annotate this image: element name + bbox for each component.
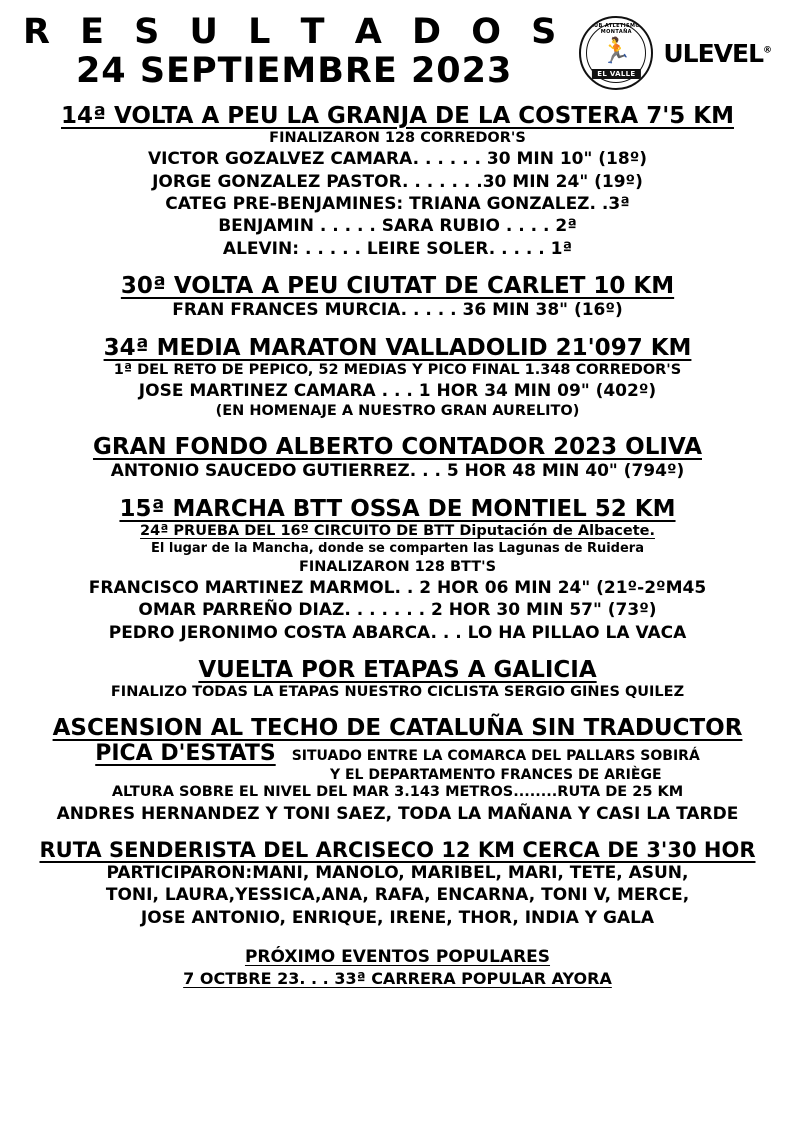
section-line: ALEVIN: . . . . . LEIRE SOLER. . . . . 1ª — [222, 238, 573, 259]
section-subtitle-right-1: SITUADO ENTRE LA COMARCA DEL PALLARS SOBIRÁ — [291, 748, 700, 765]
section-line: PARTICIPARON:MANI, MANOLO, MARIBEL, MARI, TETE, ASUN, — [106, 863, 689, 884]
section-line: JOSE MARTINEZ CAMARA . . . 1 HOR 34 MIN 09" (402º) — [138, 380, 657, 401]
section-line: ALTURA SOBRE EL NIVEL DEL MAR 3.143 METROS........RUTA DE 25 KM — [111, 784, 684, 801]
section-title: GRAN FONDO ALBERTO CONTADOR 2023 OLIVA — [92, 434, 702, 461]
poster-header — [18, 14, 777, 90]
section-title: RUTA SENDERISTA DEL ARCISECO 12 KM CERCA DE 3'30 HOR — [39, 838, 756, 863]
section-ruta-senderista-arciseco — [18, 838, 777, 929]
section-line: JORGE GONZALEZ PASTOR. . . . . . .30 MIN 24" (19º) — [152, 171, 643, 192]
section-line: FRAN FRANCES MURCIA. . . . . 36 MIN 38" (16º) — [172, 300, 623, 321]
brand-logo-text: ULEVEL — [663, 38, 764, 68]
section-title: 14ª VOLTA A PEU LA GRANJA DE LA COSTERA 7'5 KM — [61, 103, 734, 129]
section-media-maraton-valladolid — [18, 335, 777, 422]
section-line: ANDRES HERNANDEZ Y TONI SAEZ, TODA LA MAÑANA Y CASI LA TARDE — [56, 803, 739, 824]
subtitle-row — [18, 741, 777, 783]
section-volta-carlet — [18, 273, 777, 321]
section-line: FINALIZO TODAS LA ETAPAS NUESTRO CICLISTA SERGIO GINES QUILEZ — [110, 684, 685, 701]
section-vuelta-galicia — [18, 657, 777, 702]
club-banner: EL VALLE — [592, 69, 640, 79]
section-title: 34ª MEDIA MARATON VALLADOLID 21'097 KM — [103, 334, 692, 361]
club-logo — [579, 16, 653, 90]
section-line: 24ª PRUEBA DEL 16º CIRCUITO DE BTT Diputación de Albacete. — [140, 522, 655, 539]
section-line: 1ª DEL RETO DE PEPICO, 52 MEDIAS Y PICO FINAL 1.348 CORREDOR'S — [113, 361, 682, 378]
section-subtitle-right-2: Y EL DEPARTAMENTO FRANCES DE ARIÈGE — [329, 767, 662, 784]
section-line: ANTONIO SAUCEDO GUTIERREZ. . . 5 HOR 48 MIN 40" (794º) — [110, 461, 685, 482]
brand-logo — [663, 39, 772, 68]
section-subtitle: PICA D'ESTATS — [95, 741, 276, 767]
section-line: FINALIZARON 128 BTT'S — [298, 558, 497, 575]
section-line: FINALIZARON 128 CORREDOR'S — [269, 130, 526, 146]
footer — [18, 947, 777, 988]
section-line: OMAR PARREÑO DIAZ. . . . . . . 2 HOR 30 MIN 57" (73º) — [138, 600, 657, 621]
section-line: TONI, LAURA,YESSICA,ANA, RAFA, ENCARNA, TONI V, MERCE, — [105, 885, 690, 906]
section-line: El lugar de la Mancha, donde se comparten las Lagunas de Ruidera — [151, 541, 644, 556]
footer-event: 7 OCTBRE 23. . . 33ª CARRERA POPULAR AYORA — [183, 969, 612, 989]
page-date: 24 SEPTIEMBRE 2023 — [75, 51, 513, 91]
section-line: BENJAMIN . . . . . SARA RUBIO . . . . 2ª — [218, 216, 577, 237]
section-pica-destats — [18, 715, 777, 825]
section-line: CATEG PRE-BENJAMINES: TRIANA GONZALEZ. .3ª — [165, 194, 630, 214]
footer-heading: PRÓXIMO EVENTOS POPULARES — [244, 947, 551, 968]
section-title: 30ª VOLTA A PEU CIUTAT DE CARLET 10 KM — [120, 273, 675, 300]
section-line: PEDRO JERONIMO COSTA ABARCA. . . LO HA PILLAO LA VACA — [108, 622, 687, 643]
header-titles — [23, 14, 565, 90]
section-gran-fondo-contador — [18, 434, 777, 482]
section-title: ASCENSION AL TECHO DE CATALUÑA SIN TRADUCTOR — [52, 715, 743, 742]
section-volta-la-granja — [18, 103, 777, 260]
club-ring-text: CLUB ATLETISMO Y MONTAÑA — [586, 23, 647, 35]
brand-trademark: ® — [763, 45, 773, 56]
section-title: VUELTA POR ETAPAS A GALICIA — [198, 657, 597, 684]
page-title: R E S U L T A D O S — [22, 12, 566, 53]
section-line: (EN HOMENAJE A NUESTRO GRAN AURELITO) — [215, 403, 580, 420]
section-line: VICTOR GOZALVEZ CAMARA. . . . . . 30 MIN 10" (18º) — [147, 149, 648, 170]
section-line: FRANCISCO MARTINEZ MARMOL. . 2 HOR 06 MIN 24" (21º-2ºM45 — [88, 578, 707, 599]
runner-icon: 🏃 — [600, 35, 632, 65]
section-title: 15ª MARCHA BTT OSSA DE MONTIEL 52 KM — [119, 495, 676, 522]
section-marcha-btt-ossa — [18, 496, 777, 644]
section-line: JOSE ANTONIO, ENRIQUE, IRENE, THOR, INDIA Y GALA — [140, 907, 655, 928]
logo-group — [579, 16, 772, 90]
